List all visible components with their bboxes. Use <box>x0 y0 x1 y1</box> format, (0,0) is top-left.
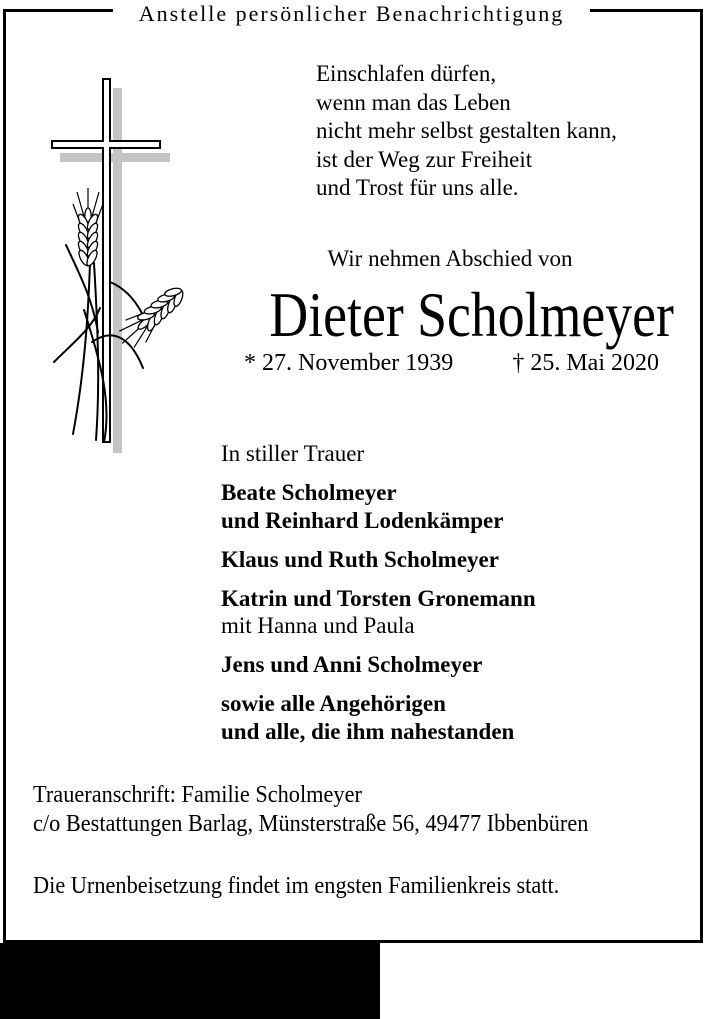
mourner-line: Beate Scholmeyer <box>221 480 397 505</box>
cross-and-wheat-icon <box>40 70 200 460</box>
closing-line: Die Urnenbeisetzung findet im engsten Familienkreis statt. <box>33 873 560 899</box>
cross-shadow-horizontal <box>60 153 170 162</box>
mourner-group <box>221 546 536 574</box>
mourner-line: und Reinhard Lodenkämper <box>221 507 504 533</box>
mourning-intro: In stiller Trauer <box>221 441 365 466</box>
mourner-line: Klaus und Ruth Scholmeyer <box>221 546 499 572</box>
poem-block <box>316 60 617 203</box>
wheat-stems <box>54 245 146 442</box>
farewell-line: Wir nehmen Abschied von <box>327 246 573 271</box>
wheat-ear-left <box>73 188 103 267</box>
poem-line: nicht mehr selbst gestalten kann, <box>316 118 617 143</box>
poem-line: und Trost für uns alle. <box>316 175 519 200</box>
poem-line: Einschlafen dürfen, <box>316 61 497 86</box>
notice-header: Anstelle persönlicher Benachrichtigung <box>113 0 590 31</box>
blackout-rectangle <box>0 943 380 1019</box>
mourner-group <box>221 651 536 679</box>
dates-row <box>235 350 665 377</box>
mourner-line: Jens und Anni Scholmeyer <box>221 652 483 677</box>
mourner-line: Katrin und Torsten Gronemann <box>221 585 536 611</box>
deceased-name: Dieter Scholmeyer <box>269 279 674 350</box>
address-line: Traueranschrift: Familie Scholmeyer <box>33 782 362 808</box>
cross-icon <box>52 79 160 442</box>
mourner-group <box>221 690 536 745</box>
mourner-line: und alle, die ihm nahestanden <box>221 718 515 744</box>
death-date: † 25. Mai 2020 <box>512 350 659 376</box>
mourning-address <box>33 781 588 838</box>
mourner-group <box>221 479 536 534</box>
birth-date: * 27. November 1939 <box>244 350 454 376</box>
mourning-block <box>221 440 536 745</box>
poem-line: ist der Weg zur Freiheit <box>316 146 533 172</box>
mourner-line: mit Hanna und Paula <box>221 613 415 638</box>
mourner-line: sowie alle Angehörigen <box>221 691 446 716</box>
address-line: c/o Bestattungen Barlag, Münsterstraße 56, 49477 Ibbenbüren <box>33 810 589 837</box>
mourner-group <box>221 585 536 640</box>
poem-line: wenn man das Leben <box>316 89 511 115</box>
